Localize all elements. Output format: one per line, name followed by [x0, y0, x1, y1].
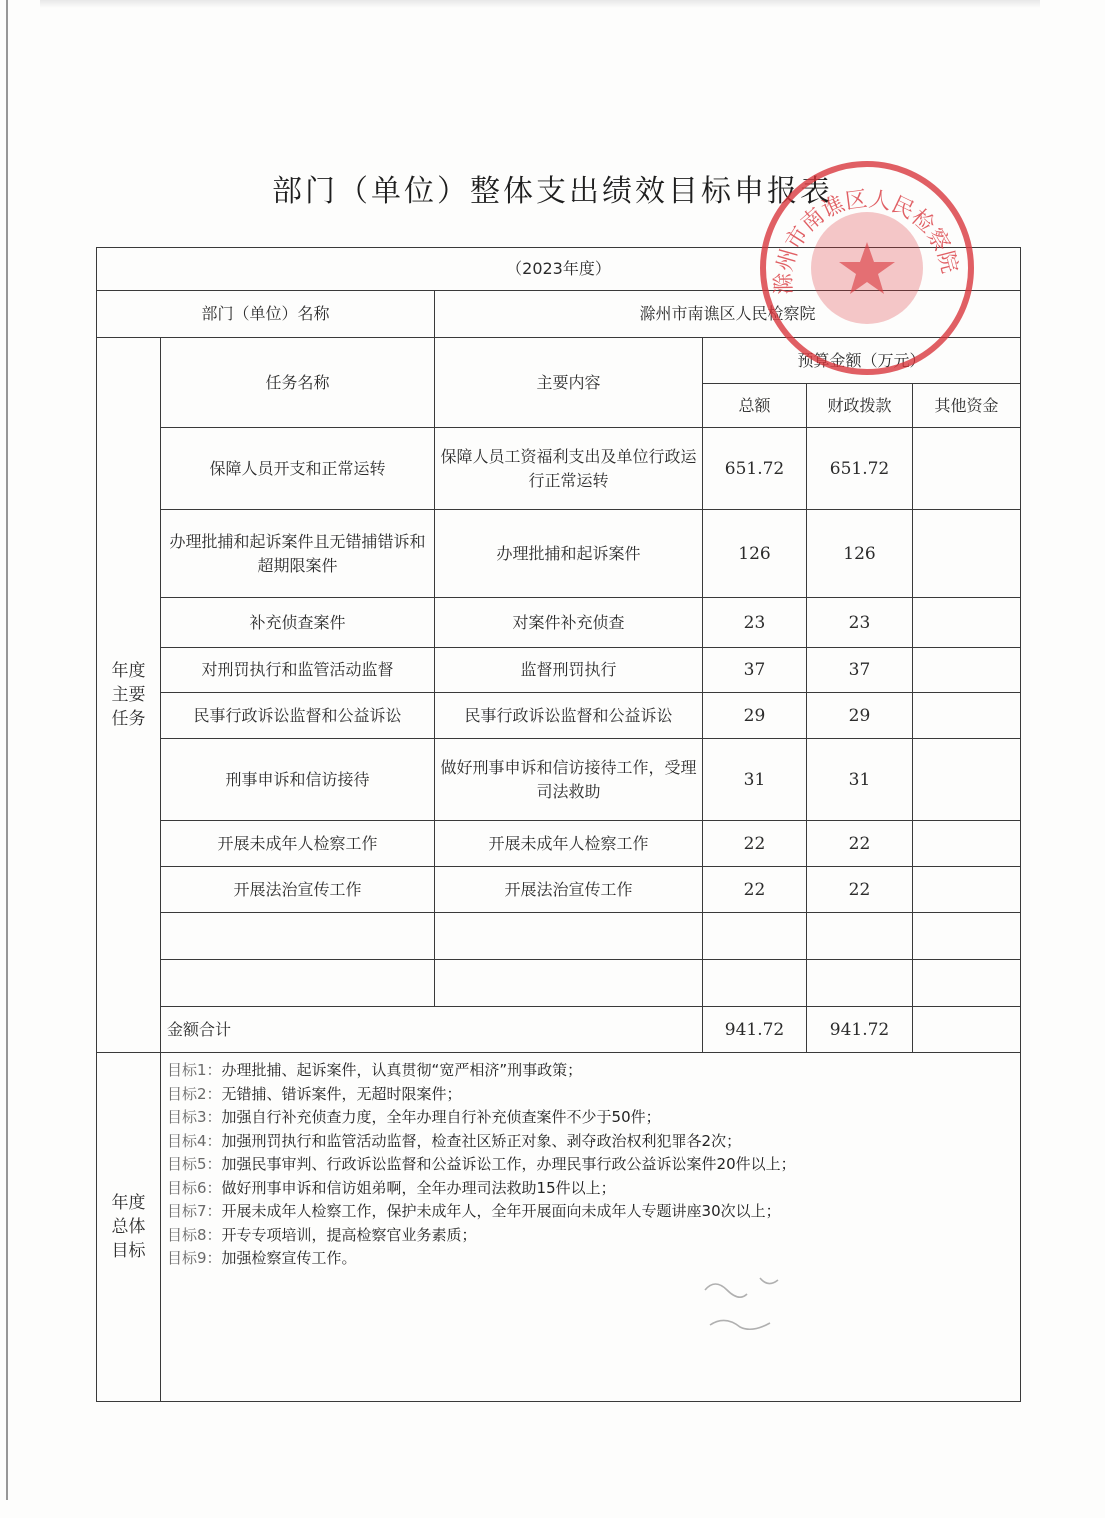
header-fiscal: 财政拨款 — [807, 384, 913, 428]
table-row — [97, 598, 1021, 648]
header-main-content: 主要内容 — [435, 338, 703, 428]
task-content-cell: 办理批捕和起诉案件 — [435, 510, 703, 598]
header-other: 其他资金 — [913, 384, 1021, 428]
table-row — [97, 693, 1021, 739]
empty-cell — [913, 913, 1021, 960]
table-row — [97, 428, 1021, 510]
total-cell: 29 — [703, 693, 807, 739]
total-cell: 22 — [703, 867, 807, 913]
sum-total: 941.72 — [703, 1007, 807, 1053]
table-row — [97, 739, 1021, 821]
empty-cell — [435, 960, 703, 1007]
task-content-cell: 开展法治宣传工作 — [435, 867, 703, 913]
task-content-cell: 对案件补充侦查 — [435, 598, 703, 648]
task-name-cell: 民事行政诉讼监督和公益诉讼 — [161, 693, 435, 739]
empty-cell — [807, 913, 913, 960]
other-cell — [913, 867, 1021, 913]
empty-cell — [703, 913, 807, 960]
goal-item: 目标2：无错捕、错诉案件，无超时限案件； — [167, 1084, 462, 1103]
total-cell: 651.72 — [703, 428, 807, 510]
task-content-cell: 开展未成年人检察工作 — [435, 821, 703, 867]
table-row — [97, 867, 1021, 913]
goal-item: 目标7：开展未成年人检察工作，保护未成年人，全年开展面向未成年人专题讲座30次以上； — [167, 1202, 781, 1220]
task-name-cell: 开展未成年人检察工作 — [161, 821, 435, 867]
goal-item: 目标8：开专专项培训，提高检察官业务素质； — [167, 1225, 477, 1244]
empty-cell — [703, 960, 807, 1007]
task-content-cell: 保障人员工资福利支出及单位行政运行正常运转 — [435, 428, 703, 510]
empty-cell — [807, 960, 913, 1007]
task-content-cell: 做好刑事申诉和信访接待工作，受理司法救助 — [435, 739, 703, 821]
task-name-cell: 开展法治宣传工作 — [161, 867, 435, 913]
fiscal-cell: 651.72 — [807, 428, 913, 510]
goal-item: 目标5：加强民事审判、行政诉讼监督和公益诉讼工作，办理民事行政公益诉讼案件20件以上； — [167, 1155, 796, 1173]
sum-fiscal: 941.72 — [807, 1007, 913, 1053]
task-name-cell: 刑事申诉和信访接待 — [161, 739, 435, 821]
empty-row — [97, 960, 1021, 1007]
task-name-cell: 办理批捕和起诉案件且无错捕错诉和超期限案件 — [161, 510, 435, 598]
total-cell: 37 — [703, 648, 807, 693]
other-cell — [913, 739, 1021, 821]
empty-row — [97, 913, 1021, 960]
other-cell — [913, 428, 1021, 510]
goal-item: 目标4：加强刑罚执行和监管活动监督，检查社区矫正对象、剥夺政治权利犯罪各2次； — [167, 1131, 742, 1150]
empty-cell — [161, 960, 435, 1007]
page-title: 部门（单位）整体支出绩效目标申报表 — [272, 174, 833, 209]
task-name-cell: 对刑罚执行和监管活动监督 — [161, 648, 435, 693]
seal-text: 滁州市南谯区人民检察院 — [771, 187, 962, 295]
table-row — [97, 821, 1021, 867]
other-cell — [913, 693, 1021, 739]
goal-item: 目标6：做好刑事申诉和信访姐弟啊，全年办理司法救助15件以上； — [167, 1178, 616, 1197]
other-cell — [913, 598, 1021, 648]
task-content-cell: 民事行政诉讼监督和公益诉讼 — [435, 693, 703, 739]
other-cell — [913, 510, 1021, 598]
fiscal-cell: 22 — [807, 821, 913, 867]
task-name-cell: 保障人员开支和正常运转 — [161, 428, 435, 510]
total-cell: 23 — [703, 598, 807, 648]
annual-goals-label: 年度 总体 目标 — [97, 1053, 161, 1402]
sum-other — [913, 1007, 1021, 1053]
fiscal-cell: 31 — [807, 739, 913, 821]
dept-name-value: 滁州市南谯区人民检察院 — [435, 291, 1021, 338]
header-task-name: 任务名称 — [161, 338, 435, 428]
total-cell: 31 — [703, 739, 807, 821]
sum-label: 金额合计 — [161, 1007, 703, 1053]
header-budget: 预算金额（万元） — [703, 338, 1021, 384]
total-cell: 22 — [703, 821, 807, 867]
fiscal-cell: 29 — [807, 693, 913, 739]
scan-top-shadow — [40, 0, 1040, 8]
scan-edge-line — [6, 0, 8, 1500]
sum-row — [97, 1007, 1021, 1053]
goal-item: 目标9：加强检察宣传工作。 — [167, 1249, 357, 1267]
empty-cell — [913, 960, 1021, 1007]
fiscal-cell: 23 — [807, 598, 913, 648]
other-cell — [913, 821, 1021, 867]
performance-target-table — [96, 247, 1021, 1402]
task-content-cell: 监督刑罚执行 — [435, 648, 703, 693]
fiscal-cell: 37 — [807, 648, 913, 693]
fiscal-cell: 126 — [807, 510, 913, 598]
goal-item: 目标3：加强自行补充侦查力度，全年办理自行补充侦查案件不少于50件； — [167, 1108, 661, 1126]
annual-tasks-label: 年度 主要 任务 — [97, 338, 161, 1053]
dept-name-label: 部门（单位）名称 — [97, 291, 435, 338]
empty-cell — [161, 913, 435, 960]
table-row — [97, 510, 1021, 598]
table-row — [97, 648, 1021, 693]
other-cell — [913, 648, 1021, 693]
total-cell: 126 — [703, 510, 807, 598]
goals-cell — [161, 1053, 1021, 1402]
goal-item: 目标1：办理批捕、起诉案件，认真贯彻“宽严相济”刑事政策； — [167, 1061, 583, 1079]
fiscal-cell: 22 — [807, 867, 913, 913]
year-cell: （2023年度） — [97, 248, 1021, 291]
empty-cell — [435, 913, 703, 960]
header-total: 总额 — [703, 384, 807, 428]
task-name-cell: 补充侦查案件 — [161, 598, 435, 648]
